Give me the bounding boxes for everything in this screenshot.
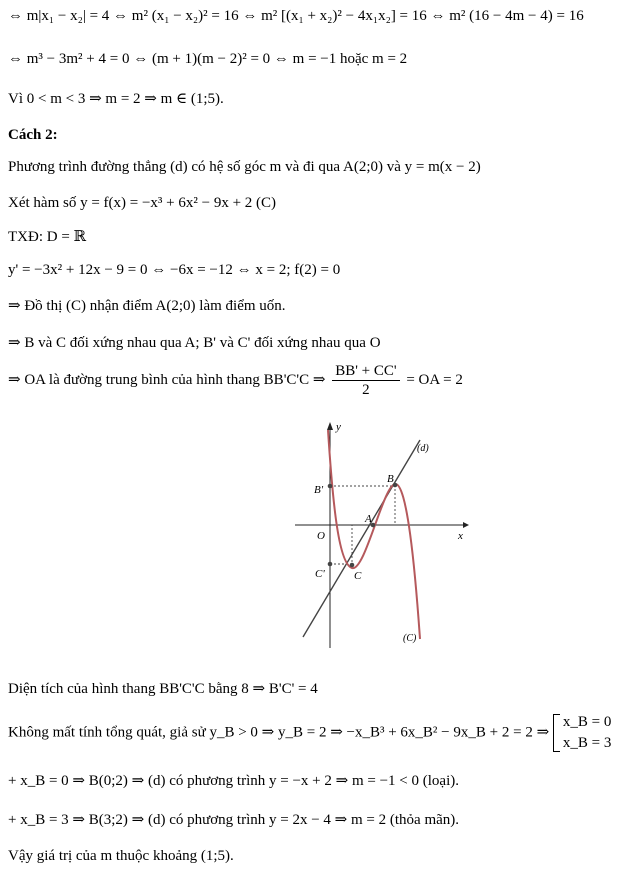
line-d-label: (d) (417, 443, 429, 454)
conclusion-line: Vì 0 < m < 3 ⇒ m = 2 ⇒ m ∈ (1;5). (8, 91, 224, 107)
point-c-label: C (354, 570, 362, 582)
point-c-dot (350, 563, 355, 568)
generality-prefix: Không mất tính tổng quát, giả sử y_B > 0 ⇒ y_B = 2 ⇒ −x_B³ + 6x_B² − 9x_B + 2 = 2 ⇒ (8, 724, 550, 741)
b-projection (330, 486, 395, 525)
curve-c (328, 430, 420, 639)
y-axis-arrow (327, 422, 333, 430)
function-definition: Xét hàm số y = f(x) = −x³ + 6x² − 9x + 2 (C) (8, 195, 277, 211)
domain-text: TXĐ: D = ℝ (8, 229, 87, 245)
equation-line-1: ⇔ m|x₁ − x₂| = 4 ⇔ m² (x₁ − x₂)² = 16 ⇔ m² [(x₁ + x₂)² − 4x₁x₂] = 16 ⇔ m² (16 − 4m − 4) = 16 (8, 8, 584, 24)
equation-line-2: ⇔ m³ − 3m² + 4 = 0 ⇔ (m + 1)(m − 2)² = 0 ⇔ m = −1 hoặc m = 2 (8, 51, 408, 67)
method-heading: Cách 2: (8, 127, 58, 143)
point-b-label: B (387, 473, 394, 485)
case-1-text: + x_B = 0 ⇒ B(0;2) ⇒ (d) có phương trình y = −x + 2 ⇒ m = −1 < 0 (loại). (8, 773, 459, 789)
graph-figure (295, 418, 475, 648)
point-b-prime-label: B' (314, 484, 324, 496)
x-axis-label: x (458, 530, 463, 542)
point-c-prime-dot (328, 562, 333, 567)
midline-suffix: = OA = 2 (406, 371, 463, 388)
generality-text (8, 712, 611, 754)
system-row-1: x_B = 0 (562, 714, 612, 730)
midline-text (8, 362, 463, 399)
symmetry-text: ⇒ B và C đối xứng nhau qua A; B' và C' đối xứng nhau qua O (8, 335, 381, 351)
point-a-label: A (365, 513, 372, 525)
line-equation-text: Phương trình đường thẳng (d) có hệ số góc m và đi qua A(2;0) và y = m(x − 2) (8, 159, 481, 175)
inflection-text: ⇒ Đồ thị (C) nhận điểm A(2;0) làm điểm uốn. (8, 298, 286, 314)
system-bracket (553, 714, 560, 752)
solution-system (553, 712, 611, 754)
x-axis-arrow (463, 522, 469, 528)
derivative-text: y' = −3x² + 12x − 9 = 0 ⇔ −6x = −12 ⇔ x = 2; f(2) = 0 (8, 262, 341, 278)
fraction-denominator: 2 (362, 382, 370, 398)
area-text: Diện tích của hình thang BB'C'C bằng 8 ⇒ B'C' = 4 (8, 681, 318, 697)
system-row-2: x_B = 3 (562, 735, 612, 751)
fraction-numerator: BB' + CC' (332, 362, 399, 381)
case-2-text: + x_B = 3 ⇒ B(3;2) ⇒ (d) có phương trình y = 2x − 4 ⇒ m = 2 (thỏa mãn). (8, 812, 460, 828)
midline-fraction (332, 362, 399, 399)
midline-prefix: ⇒ OA là đường trung bình của hình thang BB'C'C ⇒ (8, 371, 326, 388)
point-c-prime-label: C' (315, 568, 325, 580)
y-axis-label: y (336, 421, 341, 433)
final-answer-text: Vậy giá trị của m thuộc khoảng (1;5). (8, 848, 234, 864)
origin-label: O (317, 530, 325, 542)
point-b-prime-dot (328, 484, 333, 489)
curve-c-label: (C) (403, 633, 417, 644)
